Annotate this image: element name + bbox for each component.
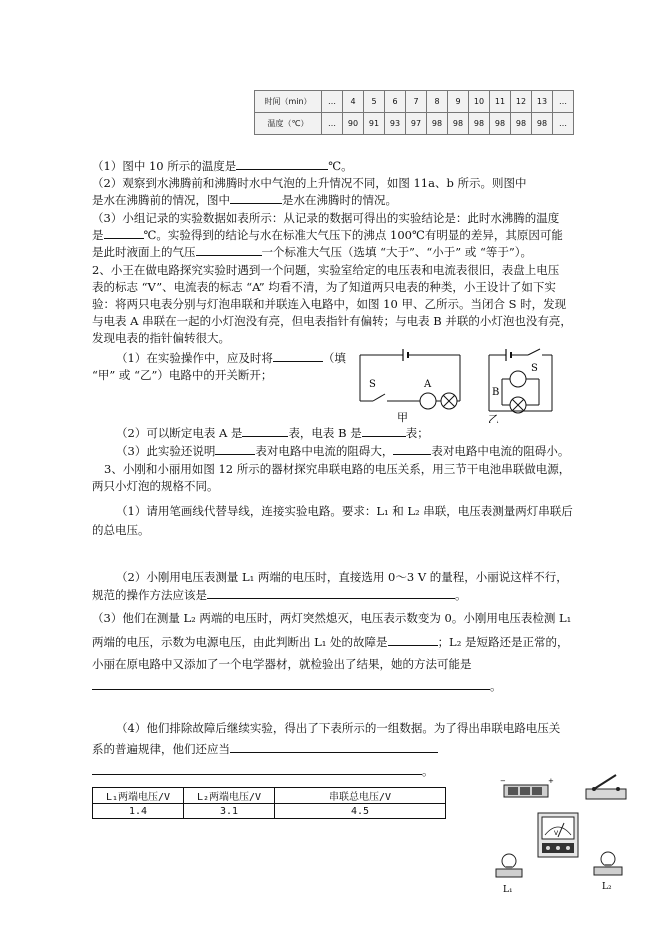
answer-blank[interactable] bbox=[236, 158, 328, 170]
q3-p3-line3: 小丽在原电路中又添加了一个电学器材，就检验出了结果，她的方法可能是 bbox=[92, 657, 472, 671]
q1-line6 bbox=[92, 244, 532, 260]
battery-pack-icon bbox=[500, 777, 554, 797]
q3-text: 系的普遍规律，他们还应当 bbox=[92, 742, 230, 756]
answer-blank[interactable] bbox=[104, 227, 144, 239]
bulb-l2-label: L₂ bbox=[602, 882, 612, 892]
answer-blank[interactable] bbox=[215, 443, 255, 455]
q3-text: 。 bbox=[422, 764, 434, 778]
table-cell: 5 bbox=[364, 91, 385, 113]
q3-p3-line4 bbox=[92, 678, 502, 694]
q3-line1: 3、小刚和小丽用如图 12 所示的器材探究串联电路的电压关系，用三节干电池串联做电源， bbox=[104, 462, 571, 476]
switch-label: S bbox=[531, 363, 538, 374]
table-row bbox=[255, 113, 574, 135]
switch-label: S bbox=[369, 379, 376, 390]
table-cell: 10 bbox=[469, 91, 490, 113]
answer-blank[interactable] bbox=[92, 678, 490, 690]
q1-text: ℃。 bbox=[328, 159, 353, 173]
table-cell: 91 bbox=[364, 113, 385, 135]
q2-text: （3）此实验还说明 bbox=[116, 444, 216, 458]
answer-blank[interactable] bbox=[362, 425, 406, 437]
q2-text: （1）在实验操作中，应及时将 bbox=[116, 351, 273, 365]
meter-scale-label: V bbox=[554, 830, 559, 837]
q3-p4-line2 bbox=[92, 741, 438, 757]
q2-text: （2）可以断定电表 A 是 bbox=[116, 426, 243, 440]
svg-text:+: + bbox=[548, 777, 554, 785]
q1-line1 bbox=[92, 158, 353, 174]
answer-blank[interactable] bbox=[196, 244, 262, 256]
q3-p3-line1: （3）他们在测量 L₂ 两端的电压时，两灯突然熄灭，电压表示数变为 0。小刚用电压表检测 L₁ bbox=[92, 611, 572, 625]
q1-text: 是水在沸腾时的情况。 bbox=[282, 193, 397, 207]
q3-line2: 两只小灯泡的规格不同。 bbox=[92, 479, 219, 493]
q1-line5 bbox=[92, 227, 563, 243]
table-header: L₂两端电压/V bbox=[184, 788, 275, 804]
bulb-l1-icon bbox=[496, 854, 522, 877]
q2-line5: 发现电表的指针偏转很大。 bbox=[92, 331, 230, 345]
switch-icon bbox=[586, 775, 626, 799]
answer-blank[interactable] bbox=[242, 425, 288, 437]
q1-text: （1）图中 10 所示的温度是 bbox=[92, 159, 237, 173]
voltage-table bbox=[92, 787, 446, 819]
q2-text: 表； bbox=[405, 426, 429, 440]
q3-p1-line2: 的总电压。 bbox=[92, 523, 150, 537]
q2-text: 表对电路中电流的阻碍大， bbox=[255, 444, 394, 458]
table-cell: 98 bbox=[511, 113, 532, 135]
table-header-time: 时间（min） bbox=[255, 91, 322, 113]
q3-text: ；L₂ 是短路还是正常的， bbox=[437, 635, 569, 649]
q1-text: 是 bbox=[92, 228, 104, 242]
table-cell: 7 bbox=[406, 91, 427, 113]
table-cell: 11 bbox=[490, 91, 511, 113]
table-cell: 90 bbox=[343, 113, 364, 135]
table-header-temp: 温度（℃） bbox=[255, 113, 322, 135]
q3-p1-line1: （1）请用笔画线代替导线，连接实验电路。要求：L₁ 和 L₂ 串联，电压表测量两灯串联后 bbox=[116, 504, 573, 518]
q2-sub1-line1 bbox=[116, 350, 346, 366]
table-cell: 6 bbox=[385, 91, 406, 113]
answer-blank[interactable] bbox=[273, 350, 323, 362]
bulb-l2-icon bbox=[594, 852, 622, 875]
table-cell: 98 bbox=[490, 113, 511, 135]
answer-blank[interactable] bbox=[92, 763, 422, 775]
table-cell: 98 bbox=[448, 113, 469, 135]
q1-line2: （2）观察到水沸腾前和沸腾时水中气泡的上升情况不同，如图 11a、b 所示。则图中 bbox=[92, 176, 527, 190]
q2-text: 表，电表 B 是 bbox=[288, 426, 362, 440]
q1-text: 一个标准大气压（选填 “大于”、“小于” 或 “等于”）。 bbox=[261, 245, 532, 259]
apparatus-figure bbox=[490, 773, 640, 899]
table-cell: … bbox=[322, 113, 343, 135]
q2-sub1-line2: “甲” 或 “乙”）电路中的开关断开； bbox=[92, 368, 273, 382]
figure-label-yi: 乙 bbox=[488, 413, 499, 423]
table-cell: … bbox=[553, 91, 574, 113]
table-cell: 1.4 bbox=[93, 804, 184, 819]
svg-text:−: − bbox=[500, 777, 506, 785]
table-cell: 93 bbox=[385, 113, 406, 135]
q3-text: 。 bbox=[455, 588, 467, 602]
meter-b-label: B bbox=[492, 387, 500, 398]
q2-line4: 与电表 A 串联在一起的小灯泡没有亮，但电表指针有偏转；与电表 B 并联的小灯泡也没有亮， bbox=[92, 314, 572, 328]
voltmeter-icon bbox=[538, 813, 578, 857]
table-cell: 12 bbox=[511, 91, 532, 113]
circuit-diagram-jia bbox=[355, 343, 465, 423]
table-header: 串联总电压/V bbox=[275, 788, 446, 804]
answer-blank[interactable] bbox=[388, 634, 438, 646]
q1-line3 bbox=[92, 192, 397, 208]
bulb-l1-label: L₁ bbox=[503, 885, 513, 895]
q1-text: ℃。实验得到的结论与水在标准大气压下的沸点 100℃有明显的差异，其原因可能 bbox=[143, 228, 563, 242]
q3-text: 。 bbox=[490, 679, 502, 693]
table-cell: … bbox=[322, 91, 343, 113]
table-cell: 98 bbox=[427, 113, 448, 135]
meter-a-label: A bbox=[424, 379, 432, 390]
q3-p4-line3 bbox=[92, 763, 434, 779]
q3-p2-line2 bbox=[92, 587, 467, 603]
figure-label-jia: 甲 bbox=[397, 411, 408, 423]
q1-line4: （3）小组记录的实验数据如表所示：从记录的数据可得出的实验结论是：此时水沸腾的温度 bbox=[92, 211, 560, 225]
q3-p2-line1: （2）小刚用电压表测量 L₁ 两端的电压时，直接选用 0～3 V 的量程，小丽说这样不行， bbox=[116, 570, 568, 584]
answer-blank[interactable] bbox=[207, 587, 455, 599]
answer-blank[interactable] bbox=[230, 741, 438, 753]
q3-p3-line2 bbox=[92, 634, 568, 650]
q3-text: 规范的操作方法应该是 bbox=[92, 588, 207, 602]
q3-text: 两端的电压，示数为电源电压，由此判断出 L₁ 处的故障是 bbox=[92, 635, 388, 649]
table-cell: 8 bbox=[427, 91, 448, 113]
circuit-diagram-yi bbox=[484, 343, 564, 423]
table-row bbox=[93, 804, 446, 819]
answer-blank[interactable] bbox=[393, 443, 431, 455]
table-cell: 4 bbox=[343, 91, 364, 113]
q2-text: 表对电路中电流的阻碍小。 bbox=[431, 444, 570, 458]
table-cell: 13 bbox=[532, 91, 553, 113]
table-row bbox=[255, 91, 574, 113]
table-cell: 9 bbox=[448, 91, 469, 113]
table-cell: 4.5 bbox=[275, 804, 446, 819]
q2-line3: 验：将两只电表分别与灯泡串联和并联连入电路中，如图 10 甲、乙所示。当闭合 S 时，发现 bbox=[92, 297, 567, 311]
table-cell: 98 bbox=[469, 113, 490, 135]
table-cell: 98 bbox=[532, 113, 553, 135]
table-cell: … bbox=[553, 113, 574, 135]
table-row bbox=[93, 788, 446, 804]
q2-line1: 2、小王在做电路探究实验时遇到一个问题，实验室给定的电压表和电流表很旧，表盘上电压 bbox=[92, 263, 560, 277]
q1-text: 是此时液面上的气压 bbox=[92, 245, 196, 259]
table-header: L₁两端电压/V bbox=[93, 788, 184, 804]
q2-text: （填 bbox=[322, 351, 346, 365]
q1-text: 是水在沸腾前的情况，图中 bbox=[92, 193, 230, 207]
q2-line2: 表的标志 “V”、电流表的标志 “A” 均看不清，为了知道两只电表的种类，小王设计了如下实 bbox=[92, 280, 556, 294]
q2-sub3 bbox=[116, 443, 569, 459]
table-cell: 3.1 bbox=[184, 804, 275, 819]
q2-sub2 bbox=[116, 425, 429, 441]
q3-p4-line1: （4）他们排除故障后继续实验，得出了下表所示的一组数据。为了得出串联电路电压关 bbox=[116, 721, 561, 735]
answer-blank[interactable] bbox=[230, 192, 282, 204]
temperature-table bbox=[254, 90, 574, 135]
table-cell: 97 bbox=[406, 113, 427, 135]
